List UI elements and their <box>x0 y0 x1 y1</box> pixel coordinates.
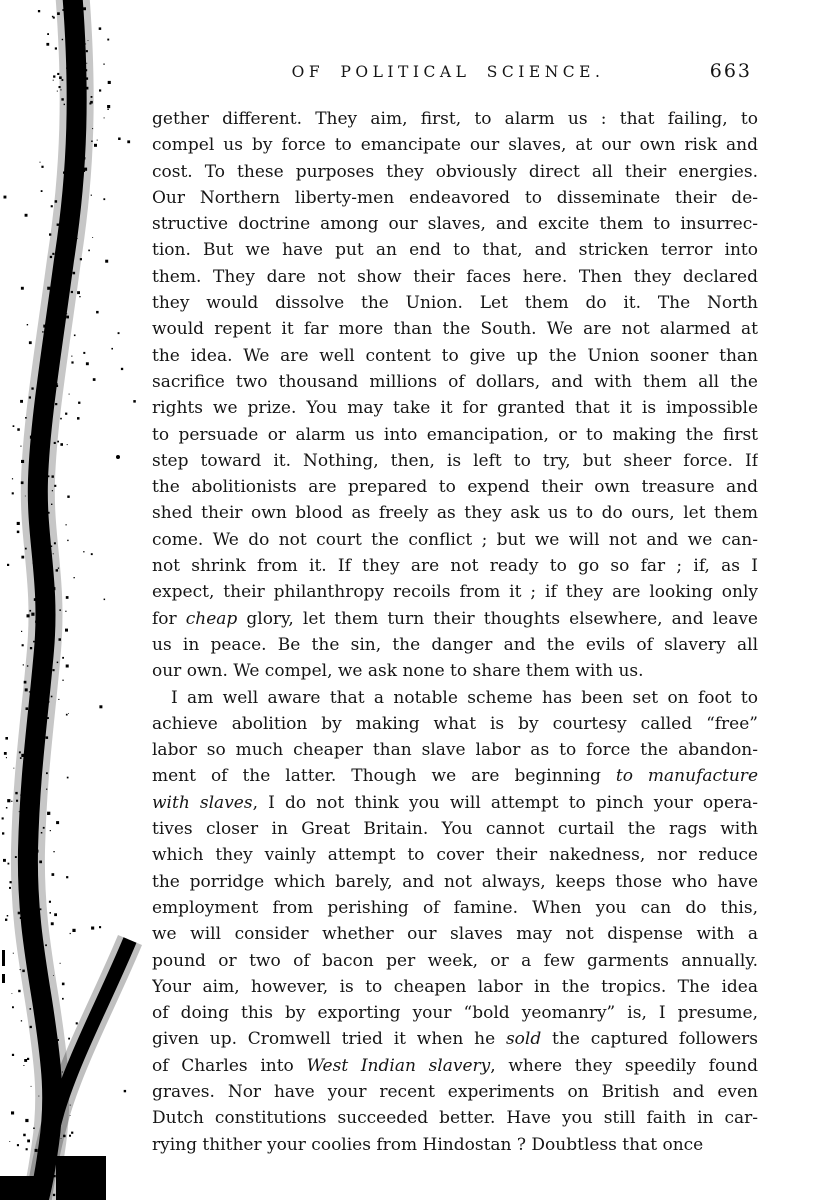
running-header <box>152 60 758 90</box>
text-line: expect, their philanthropy recoils from it ; if they are looking only <box>152 582 758 603</box>
text-line: would repent it far more than the South. We are not alarmed at <box>152 319 758 340</box>
text-line: we will consider whether our slaves may not dispense with a <box>152 924 758 945</box>
paragraph <box>152 109 758 688</box>
text-line: employment from perishing of famine. When you can do this, <box>152 897 758 918</box>
text-line: of Charles into West Indian slavery, where they speedily found <box>152 1055 758 1076</box>
text-line: tives closer in Great Britain. You cannot curtail the rags with <box>152 819 758 840</box>
text-line: structive doctrine among our slaves, and excite them to insurrec- <box>152 214 758 235</box>
text-line: ment of the latter. Though we are beginning to manufacture <box>152 766 758 787</box>
body-text <box>152 109 758 1161</box>
text-line: sacrifice two thousand millions of dollars, and with them all the <box>152 371 758 392</box>
text-line: with slaves, I do not think you will attempt to pinch your opera- <box>152 792 758 813</box>
text-line: they would dissolve the Union. Let them do it. The North <box>152 293 758 314</box>
text-line: achieve abolition by making what is by courtesy called “free” <box>152 713 758 734</box>
text-line: not shrink from it. If they are not ready to go so far ; if, as I <box>152 556 758 577</box>
text-line: I am well aware that a notable scheme has been set on foot to <box>171 687 758 708</box>
text-line: step toward it. Nothing, then, is left to try, but sheer force. If <box>152 450 758 471</box>
paragraph <box>152 688 758 1161</box>
text-line: Your aim, however, is to cheapen labor in the tropics. The idea <box>152 976 758 997</box>
text-line: the abolitionists are prepared to expend their own treasure and <box>152 477 758 498</box>
text-line: rying thither your coolies from Hindostan ? Doubtless that once <box>152 1134 704 1155</box>
text-line: shed their own blood as freely as they ask us to do ours, let them <box>152 503 758 524</box>
text-line: Dutch constitutions succeeded better. Have you still faith in car- <box>152 1108 758 1129</box>
book-page <box>152 60 758 1161</box>
text-line: tion. But we have put an end to that, and stricken terror into <box>152 240 758 261</box>
text-line: of doing this by exporting your “bold yeomanry” is, I presume, <box>152 1003 758 1024</box>
text-line: for cheap glory, let them turn their thoughts elsewhere, and leave <box>152 608 758 629</box>
text-line: to persuade or alarm us into emancipation, or to making the first <box>152 424 758 445</box>
text-line: which they vainly attempt to cover their nakedness, nor reduce <box>152 845 758 866</box>
page-title: OF POLITICAL SCIENCE. <box>291 63 605 81</box>
text-line: cost. To these purposes they obviously direct all their energies. <box>152 161 758 182</box>
text-line: labor so much cheaper than slave labor as to force the abandon- <box>152 740 758 761</box>
page-number: 663 <box>709 60 752 82</box>
text-line: them. They dare not show their faces here. Then they declared <box>152 266 758 287</box>
text-line: Our Northern liberty-men endeavored to disseminate their de- <box>152 187 758 208</box>
text-line: the porridge which barely, and not always, keeps those who have <box>152 871 758 892</box>
text-line: the idea. We are well content to give up the Union sooner than <box>152 345 758 366</box>
text-line: graves. Nor have your recent experiments on British and even <box>152 1081 758 1102</box>
text-line: come. We do not court the conflict ; but we will not and we can- <box>152 529 758 550</box>
text-line: rights we prize. You may take it for granted that it is impossible <box>152 398 758 419</box>
text-line: our own. We compel, we ask none to share them with us. <box>152 661 644 682</box>
text-line: gether different. They aim, first, to alarm us : that failing, to <box>152 109 758 129</box>
text-line: pound or two of bacon per week, or a few garments annually. <box>152 950 758 971</box>
text-line: compel us by force to emancipate our slaves, at our own risk and <box>152 135 758 156</box>
text-line: given up. Cromwell tried it when he sold the captured followers <box>152 1029 758 1050</box>
text-line: us in peace. Be the sin, the danger and the evils of slavery all <box>152 634 758 655</box>
